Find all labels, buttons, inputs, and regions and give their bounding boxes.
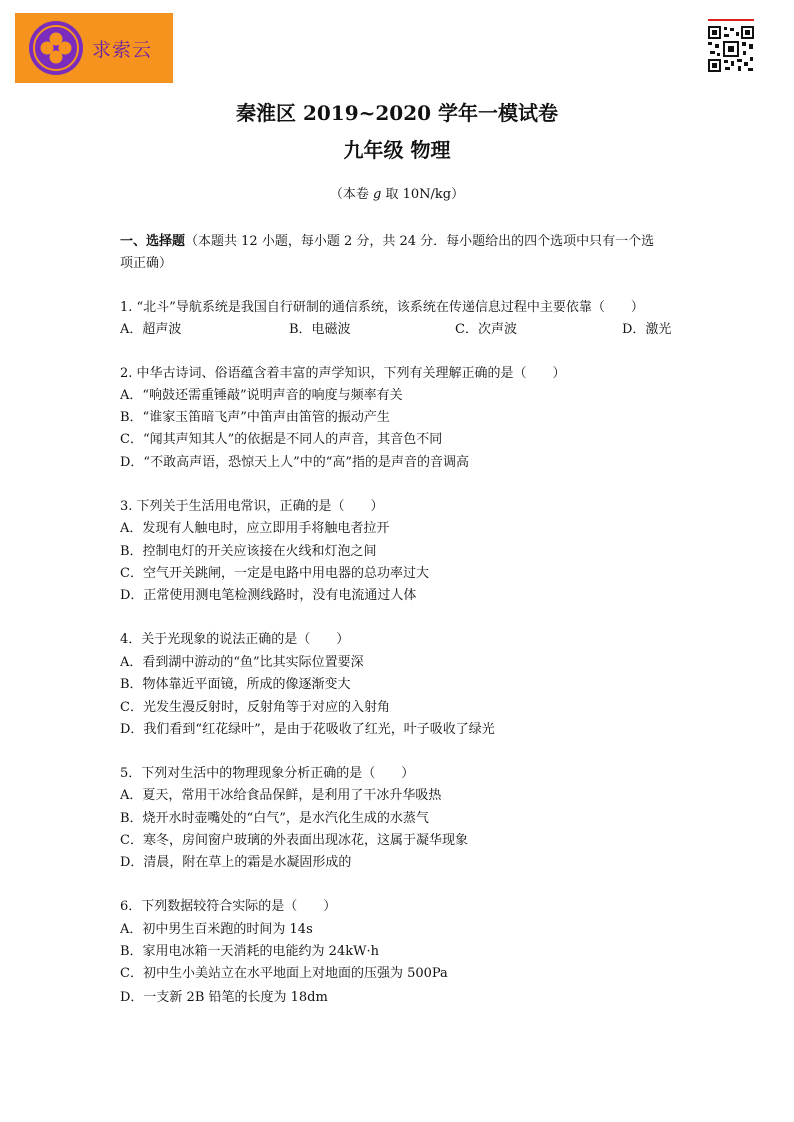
section-header xyxy=(120,230,654,249)
question-2-stem: 2. 中华古诗词、俗语蕴含着丰富的声学知识，下列有关理解正确的是（ ） xyxy=(120,366,566,381)
question-1-stem: 1. “北斗”导航系统是我国自行研制的通信系统，该系统在传递信息过程中主要依靠（ ） xyxy=(120,300,644,315)
question-3-stem: 3. 下列关于生活用电常识，正确的是（ ） xyxy=(120,499,384,514)
question-4-stem: 4．关于光现象的说法正确的是（ ） xyxy=(120,632,350,647)
question-4-option-a: A．看到湖中游动的“鱼”比其实际位置要深 xyxy=(120,655,364,670)
question-5-option-d: D．清晨，附在草上的霜是水凝固形成的 xyxy=(120,855,352,870)
question-3-option-c: C．空气开关跳闸，一定是电路中用电器的总功率过大 xyxy=(120,566,429,581)
question-2-option-b: B．“谁家玉笛暗飞声”中笛声由笛管的振动产生 xyxy=(120,410,390,425)
exam-note-suffix: 取 10N/kg） xyxy=(381,187,465,202)
question-3-option-b: B．控制电灯的开关应该接在火线和灯泡之间 xyxy=(120,544,377,559)
clover-icon xyxy=(29,21,83,75)
question-5-option-c: C．寒冬，房间窗户玻璃的外表面出现冰花，这属于凝华现象 xyxy=(120,833,468,848)
question-2-option-d: D．“不敢高声语，恐惊天上人”中的“高”指的是声音的音调高 xyxy=(120,455,470,470)
exam-note-prefix: （本卷 xyxy=(329,187,374,202)
exam-subtitle: 九年级 物理 xyxy=(343,138,451,162)
section-instructions: （本题共 12 小题，每小题 2 分，共 24 分．每小题给出的四个选项中只有一个选 xyxy=(185,234,655,249)
question-6-option-c: C．初中生小美站立在水平地面上对地面的压强为 500Pa xyxy=(120,966,448,981)
question-4-option-c: C．光发生漫反射时，反射角等于对应的入射角 xyxy=(120,700,390,715)
question-2-option-a: A．“响鼓还需重锤敲”说明声音的响度与频率有关 xyxy=(120,388,403,403)
question-1-option-a: A．超声波 xyxy=(120,322,182,337)
qr-code-icon xyxy=(706,18,756,76)
brand-name: 求索云 xyxy=(92,39,153,61)
exam-note-variable: g xyxy=(373,187,382,202)
exam-title: 秦淮区 2019~2020 学年一模试卷 xyxy=(235,101,558,125)
question-3-option-d: D．正常使用测电笔检测线路时，没有电流通过人体 xyxy=(120,588,417,603)
question-3-option-a: A．发现有人触电时，应立即用手将触电者拉开 xyxy=(120,521,390,536)
section-instructions-cont: 项正确） xyxy=(120,256,173,271)
question-5-stem: 5．下列对生活中的物理现象分析正确的是（ ） xyxy=(120,766,415,781)
question-5-option-b: B．烧开水时壶嘴处的“白气”，是水汽化生成的水蒸气 xyxy=(120,811,429,826)
brand-logo xyxy=(15,13,173,83)
question-6-option-b: B．家用电冰箱一天消耗的电能约为 24kW·h xyxy=(120,944,379,959)
question-1-option-c: C．次声波 xyxy=(455,322,517,337)
exam-note xyxy=(0,183,794,202)
question-2-option-c: C．“闻其声知其人”的依据是不同人的声音，其音色不同 xyxy=(120,432,443,447)
question-5-option-a: A．夏天，常用干冰给食品保鲜，是利用了干冰升华吸热 xyxy=(120,788,442,803)
question-6-option-a: A．初中男生百米跑的时间为 14s xyxy=(120,922,313,937)
section-label: 一、选择题 xyxy=(120,234,186,249)
question-1-option-b: B．电磁波 xyxy=(289,322,351,337)
question-1-option-d: D．激光 xyxy=(622,322,672,337)
question-4-option-d: D．我们看到“红花绿叶”，是由于花吸收了红光，叶子吸收了绿光 xyxy=(120,722,495,737)
question-6-stem: 6．下列数据较符合实际的是（ ） xyxy=(120,899,337,914)
question-4-option-b: B．物体靠近平面镜，所成的像逐渐变大 xyxy=(120,677,351,692)
question-6-option-d: D．一支新 2B 铅笔的长度为 18dm xyxy=(120,990,328,1005)
